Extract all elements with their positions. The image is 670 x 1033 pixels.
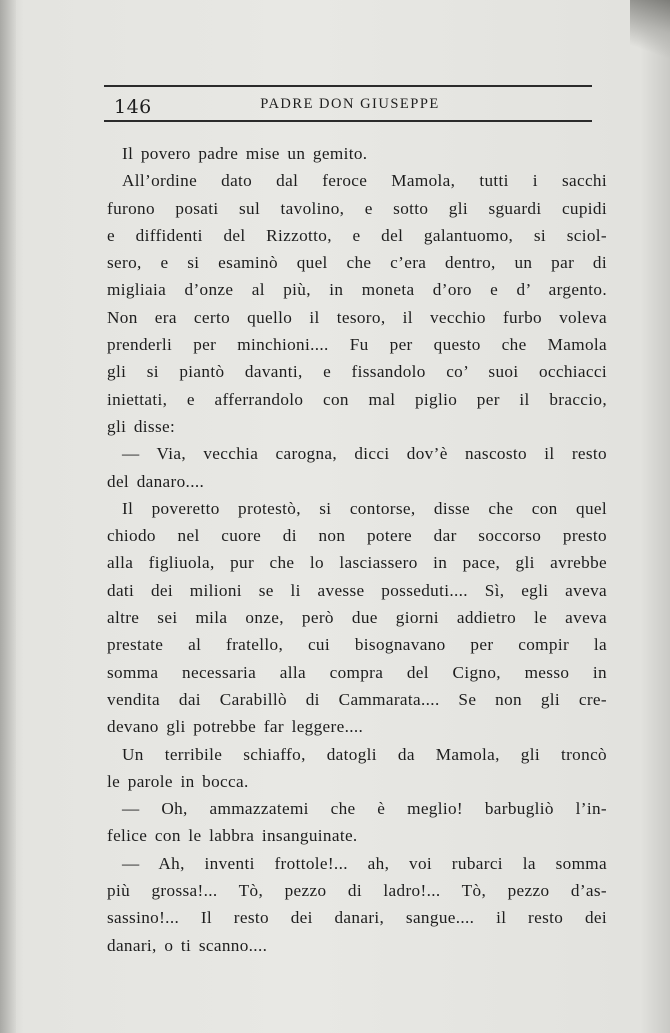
body-text [107, 140, 607, 959]
page-corner-shadow [630, 0, 670, 60]
page-number: 146 [114, 96, 152, 118]
text-line: Il povero padre mise un gemito. [122, 144, 368, 163]
text-line: sero, e si esaminò quel che c’era dentro, un par di [107, 253, 607, 273]
running-title: PADRE DON GIUSEPPE [260, 96, 440, 112]
text-line: vendita dai Carabillò di Cammarata.... Se non gli cre- [107, 689, 607, 709]
text-line: All’ordine dato dal feroce Mamola, tutti i sacchi [122, 171, 607, 191]
text-line: iniettati, e afferrandolo con mal piglio per il braccio, [107, 389, 607, 409]
text-line: somma necessaria alla compra del Cigno, messo in [107, 662, 607, 682]
text-line: più grossa!... Tò, pezzo di ladro!... Tò, pezzo d’as- [107, 881, 607, 901]
text-line: felice con le labbra insanguinate. [107, 826, 358, 846]
text-line: del danaro.... [107, 471, 205, 491]
text-line: danari, o ti scanno.... [107, 935, 268, 955]
text-line: — Oh, ammazzatemi che è meglio! barbugliò l’in- [122, 799, 607, 819]
text-line: gli si piantò davanti, e fissandolo co’ suoi occhiacci [107, 362, 607, 382]
text-line: alla figliuola, pur che lo lasciassero in pace, gli avrebbe [107, 553, 607, 573]
text-line: migliaia d’onze al più, in moneta d’oro e d’ argento. [107, 280, 607, 300]
text-line: Non era certo quello il tesoro, il vecchio furbo voleva [107, 307, 607, 327]
text-line: altre sei mila onze, però due giorni addietro le aveva [107, 608, 607, 628]
text-line: Il poveretto protestò, si contorse, disse che con quel [122, 498, 607, 518]
page-spine-shadow [0, 0, 16, 1033]
header-rule-top [104, 85, 592, 87]
text-line: le parole in bocca. [107, 771, 249, 791]
text-line: — Via, vecchia carogna, dicci dov’è nascosto il resto [122, 444, 607, 464]
text-line: dati dei milioni se li avesse posseduti.... Sì, egli aveva [107, 580, 607, 600]
text-line: sassino!... Il resto dei danari, sangue.... il resto dei [107, 908, 607, 928]
text-line: e diffidenti del Rizzotto, e del galantuomo, si sciol- [107, 225, 607, 245]
text-line: Un terribile schiaffo, datogli da Mamola, gli troncò [122, 744, 607, 764]
header-rule-bottom [104, 120, 592, 122]
text-line: — Ah, inventi frottole!... ah, voi rubarci la somma [122, 853, 607, 873]
text-line: furono posati sul tavolino, e sotto gli sguardi cupidi [107, 198, 607, 218]
text-line: gli disse: [107, 416, 176, 436]
text-line: prestate al fratello, cui bisognavano per compir la [107, 635, 607, 655]
text-line: chiodo nel cuore di non potere dar soccorso presto [107, 526, 607, 546]
text-line: devano gli potrebbe far leggere.... [107, 717, 364, 737]
text-line: prenderli per minchioni.... Fu per questo che Mamola [107, 335, 607, 355]
